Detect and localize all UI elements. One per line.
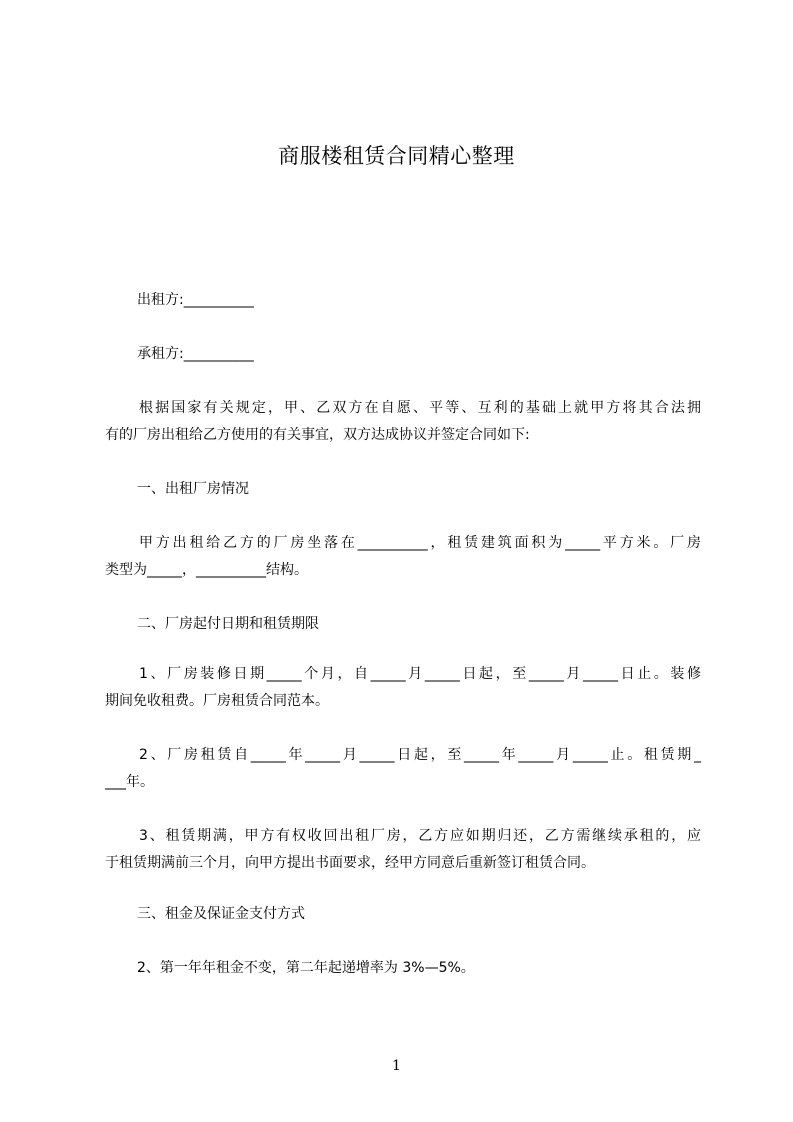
lessee-line: 承租方:__________ [137, 346, 254, 362]
intro-line-1: 根据国家有关规定，甲、乙双方在自愿、平等、互利的基础上就甲方将其合法拥 [139, 400, 701, 416]
section-3-item-2: 2、第一年年租金不变，第二年起递增率为 3%—5%。 [137, 960, 475, 976]
section-1-line-1: 甲方出租给乙方的厂房坐落在__________，租赁建筑面积为_____平方米。厂房 [139, 535, 701, 551]
section-2-item-1-line-2: 期间免收租费。厂房租赁合同范本。 [105, 693, 329, 709]
lessor-line: 出租方:__________ [137, 292, 254, 308]
section-2-item-3-line-1: 3、租赁期满，甲方有权收回出租厂房，乙方应如期归还，乙方需继续承租的，应 [139, 828, 701, 844]
section-1-line-2: 类型为_____，__________结构。 [105, 562, 308, 578]
section-2-item-2-line-2: ___年。 [105, 774, 154, 790]
intro-line-2: 有的厂房出租给乙方使用的有关事宜，双方达成协议并签定合同如下: [105, 427, 530, 443]
section-2-item-1-line-1: 1、厂房装修日期_____个月，自_____月_____日起，至_____月_____日止。装修 [139, 666, 701, 682]
page-number: 1 [392, 1058, 401, 1074]
section-2-item-3-line-2: 于租赁期满前三个月，向甲方提出书面要求，经甲方同意后重新签订租赁合同。 [105, 855, 595, 871]
section-2-item-2-line-1: 2、厂房租赁自_____年_____月_____日起，至_____年_____月_____止。租赁期_ [139, 747, 701, 763]
section-2-heading: 二、厂房起付日期和租赁期限 [137, 616, 319, 632]
section-1-heading: 一、出租厂房情况 [137, 481, 249, 497]
section-3-heading: 三、租金及保证金支付方式 [137, 906, 305, 922]
document-title: 商服楼租赁合同精心整理 [278, 144, 515, 168]
